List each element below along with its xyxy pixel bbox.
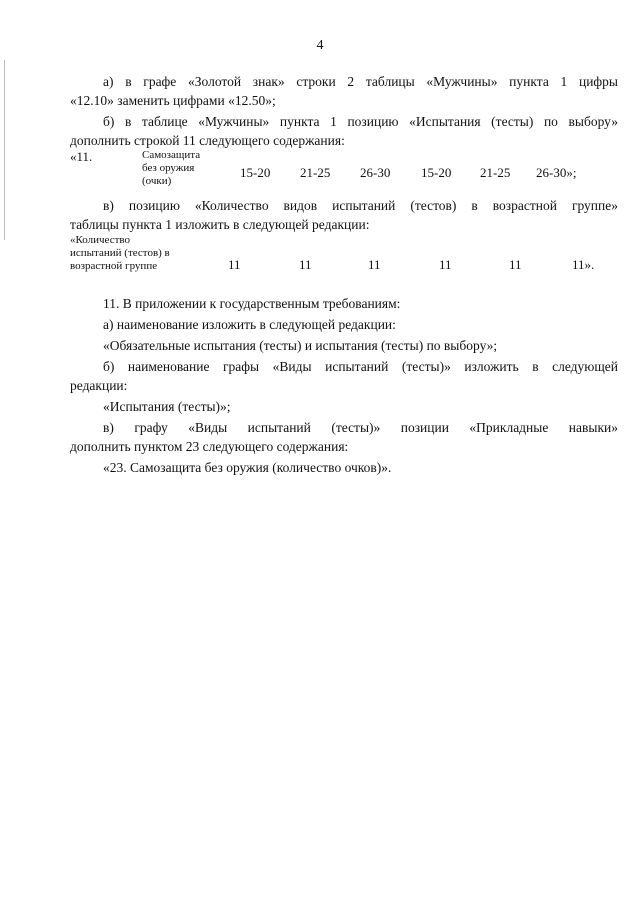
para-v-line2: таблицы пункта 1 изложить в следующей редакции: (70, 217, 370, 232)
item-11-v-quote: «23. Самозащита без оружия (количество очков)». (103, 460, 392, 475)
row-11-value: 15-20 (240, 165, 271, 180)
item-11-a: а) наименование изложить в следующей редакции: (103, 317, 396, 332)
para-v-line1: в) позицию «Количество видов испытаний (тестов) в возрастной группе» (103, 198, 618, 213)
item-11-title: 11. В приложении к государственным требованиям: (103, 296, 401, 311)
count-row-name-line1: «Количество (70, 234, 131, 246)
count-row-name-line2: испытаний (тестов) в (70, 247, 170, 259)
item-11-v-line1: в) графу «Виды испытаний (тесты)» позиции «Прикладные навыки» (103, 420, 618, 435)
count-row-value: 11 (509, 257, 522, 272)
row-11-value: 21-25 (480, 165, 511, 180)
page-number: 4 (316, 38, 324, 53)
count-row-value: 11 (368, 257, 381, 272)
count-row-value: 11 (299, 257, 312, 272)
scan-edge-line (4, 60, 5, 240)
para-b-line1: б) в таблице «Мужчины» пункта 1 позицию «Испытания (тесты) по выбору» (103, 114, 618, 129)
count-row-value: 11 (228, 257, 241, 272)
item-11-b-line1: б) наименование графы «Виды испытаний (тесты)» изложить в следующей (103, 359, 618, 374)
row-11-value: 15-20 (421, 165, 452, 180)
para-a-line1: а) в графе «Золотой знак» строки 2 таблицы «Мужчины» пункта 1 цифры (103, 74, 618, 89)
row-11-name (142, 149, 222, 188)
para-b-line2: дополнить строкой 11 следующего содержания: (70, 133, 345, 148)
item-11-b-quote: «Испытания (тесты)»; (103, 399, 231, 414)
count-row-name (70, 234, 210, 273)
count-row-value: 11». (572, 257, 595, 272)
row-11-value: 21-25 (300, 165, 331, 180)
item-11-b-line2: редакции: (70, 378, 128, 393)
para-a-line2: «12.10» заменить цифрами «12.50»; (70, 93, 276, 108)
count-row-name-line3: возрастной группе (70, 260, 158, 272)
row-11-number: «11. (70, 149, 93, 164)
item-11-v-line2: дополнить пунктом 23 следующего содержания: (70, 439, 349, 454)
count-row-value: 11 (439, 257, 452, 272)
row-11-value: 26-30 (360, 165, 391, 180)
item-11-a-quote: «Обязательные испытания (тесты) и испытания (тесты) по выбору»; (103, 338, 498, 353)
row-11-name-line2: без оружия (142, 162, 195, 174)
row-11-value: 26-30»; (536, 165, 577, 180)
row-11-name-line3: (очки) (142, 175, 172, 187)
row-11-name-line1: Самозащита (142, 149, 201, 161)
